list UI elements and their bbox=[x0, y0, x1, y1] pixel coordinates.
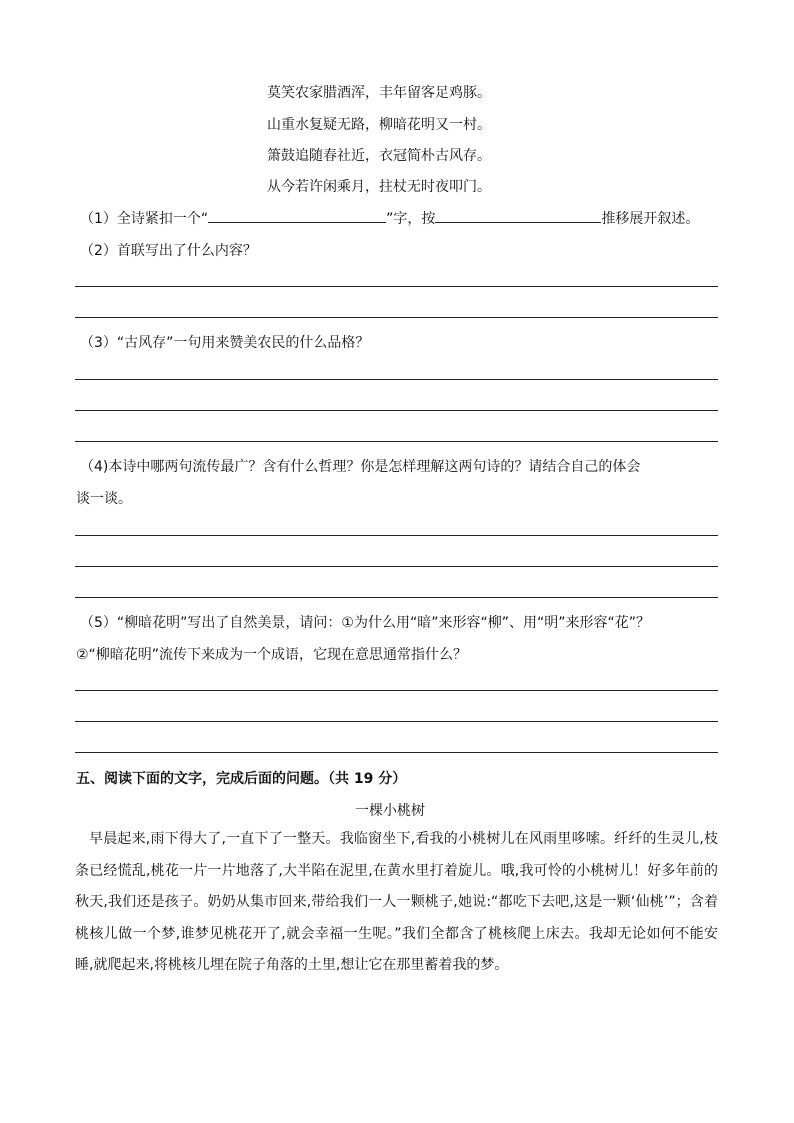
question-4-line-2: 谈一谈。 bbox=[76, 491, 132, 507]
poem-line-4: 从今若许闲乘月，拄杖无时夜叩门。 bbox=[267, 179, 491, 195]
answer-blank-1[interactable] bbox=[208, 208, 386, 223]
answer-line[interactable] bbox=[75, 566, 718, 567]
answer-line[interactable] bbox=[75, 597, 718, 598]
question-4-line-1: （4)本诗中哪两句流传最广？含有什么哲理？你是怎样理解这两句诗的？请结合自己的体会 bbox=[80, 459, 641, 475]
question-1-text-b: ”字，按 bbox=[386, 211, 436, 227]
question-2: （2）首联写出了什么内容？ bbox=[80, 243, 257, 259]
article-title: 一棵小桃树 bbox=[355, 803, 425, 819]
answer-line[interactable] bbox=[75, 690, 718, 691]
answer-blank-2[interactable] bbox=[435, 208, 601, 223]
answer-line[interactable] bbox=[75, 379, 718, 380]
answer-line[interactable] bbox=[75, 535, 718, 536]
answer-line[interactable] bbox=[75, 752, 718, 753]
passage-text: 早晨起来,雨下得大了,一直下了一整天。我临窗坐下,看我的小桃树儿在风雨里哆嗦。纤纤的生灵儿,枝条已经慌乱,桃花一片一片地落了,大半陷在泥里,在黄水里打着旋儿。哦,我可怜的小桃树儿！好多年前的秋天,我们还是孩子。奶奶从集市回来,带给我们一人一颗桃子,她说:“都吃下去吧,这是一颗‘仙桃’”；含着桃核儿做一个梦,谁梦见桃花开了,就会幸福一生呢。”我们全都含了桃核爬上床去。我却无论如何不能安睡,就爬起来,将桃核儿埋在院子角落的土里,想让它在那里蓄着我的梦。 bbox=[75, 831, 718, 973]
question-1 bbox=[80, 208, 699, 228]
poem-line-1: 莫笑农家腊酒浑，丰年留客足鸡豚。 bbox=[267, 85, 491, 101]
answer-line[interactable] bbox=[75, 721, 718, 722]
question-5-line-1: （5）“柳暗花明”写出了自然美景，请问：①为什么用“暗”来形容“柳”、用“明”来形容“花”？ bbox=[80, 615, 650, 631]
question-5-line-2: ②“柳暗花明”流传下来成为一个成语，它现在意思通常指什么？ bbox=[76, 647, 468, 663]
question-1-text-c: 推移展开叙述。 bbox=[601, 211, 700, 227]
answer-line[interactable] bbox=[75, 286, 718, 287]
answer-line[interactable] bbox=[75, 441, 718, 442]
question-3: （3）“古风存”一句用来赞美农民的什么品格？ bbox=[80, 335, 370, 351]
poem-line-2: 山重水复疑无路，柳暗花明又一村。 bbox=[267, 117, 491, 133]
question-1-text-a: （1）全诗紧扣一个“ bbox=[80, 211, 209, 227]
answer-line[interactable] bbox=[75, 410, 718, 411]
section-title: 五、阅读下面的文字，完成后面的问题。（共 19 分） bbox=[76, 771, 407, 787]
answer-line[interactable] bbox=[75, 317, 718, 318]
poem-line-3: 箫鼓追随春社近，衣冠简朴古风存。 bbox=[267, 148, 491, 164]
